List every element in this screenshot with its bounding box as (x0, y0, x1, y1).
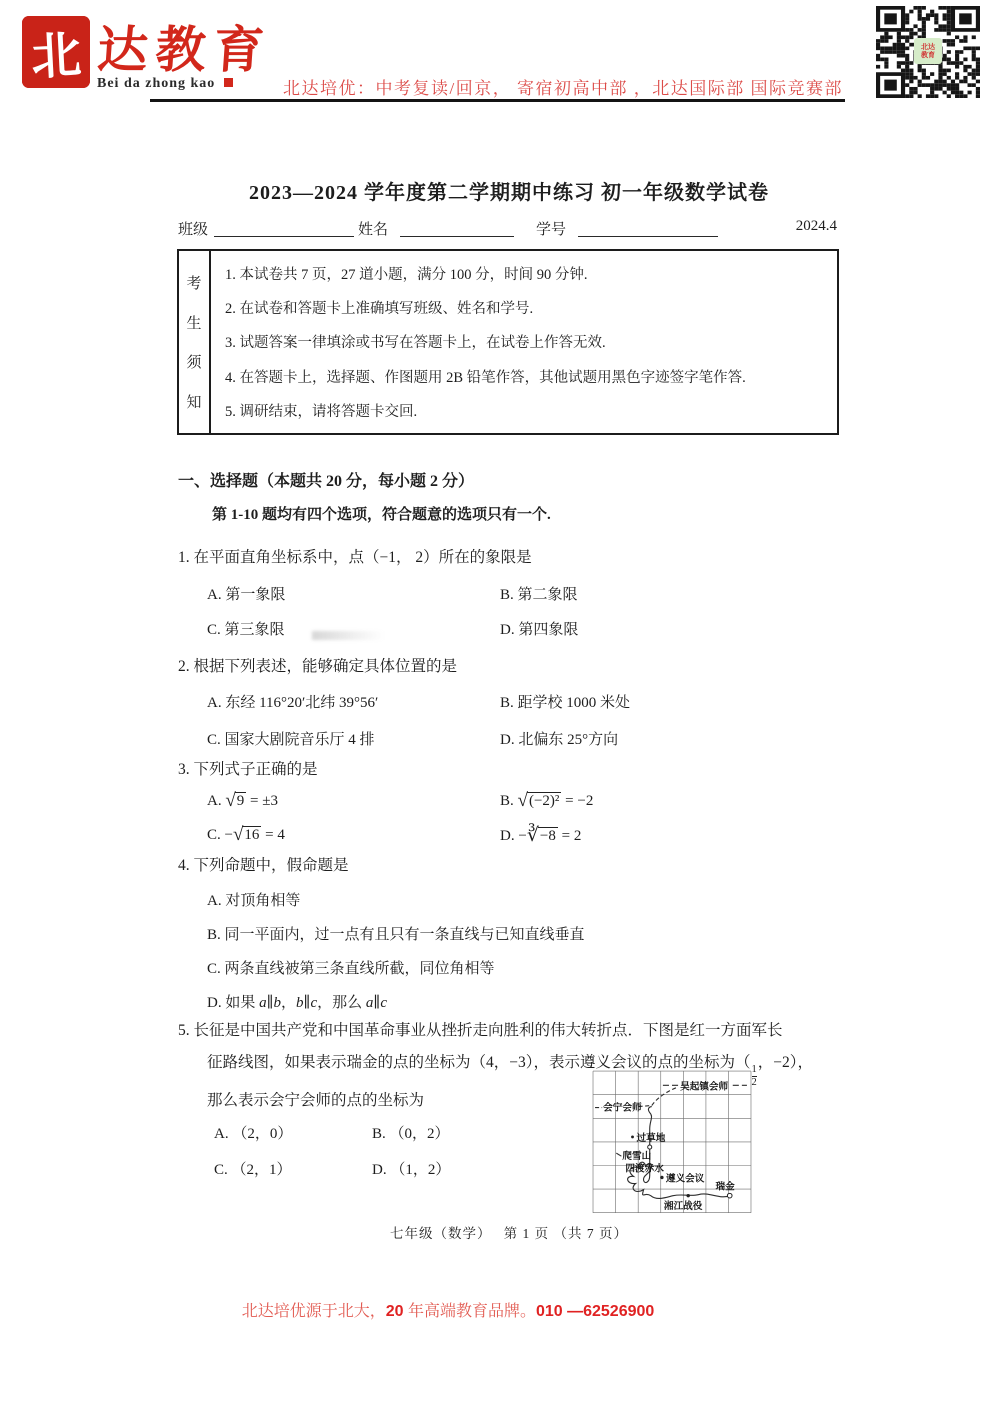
ruijin-point (727, 1193, 732, 1198)
option-2a: A. 东经 116°20′北纬 39°56′ (207, 695, 379, 711)
notice-item: 1. 本试卷共 7 页，27 道小题，满分 100 分，时间 90 分钟. (225, 266, 588, 283)
header-rule (150, 99, 845, 102)
class-label: 班级 (178, 222, 209, 238)
notice-side-label: 考 生 须 知 (179, 251, 211, 433)
radical-sign: √ (517, 790, 528, 811)
radical-sign: √ (225, 790, 236, 811)
question-5-options-row (178, 1122, 878, 1144)
option-1c: C. 第三象限 (207, 622, 285, 638)
question-3-options-row (178, 790, 878, 812)
section-heading: 一、选择题（本题共 20 分，每小题 2 分） (178, 473, 475, 490)
red-square-icon (224, 78, 233, 87)
notice-item: 3. 试题答案一律填涂或书写在答题卡上，在试卷上作答无效. (225, 335, 606, 352)
radical-sign: √ (232, 824, 244, 845)
question-3-options-row (178, 824, 878, 846)
option-5b: B. （0，2） (372, 1126, 450, 1142)
option-3d: D. −∛−8 = 2 (500, 825, 582, 846)
long-march-map (592, 1070, 752, 1214)
exam-date: 2024.4 (795, 218, 837, 234)
bottom-banner: 北达培优源于北大，20 年高端教育品牌。010 —62526900 (241, 1303, 655, 1320)
option-1a: A. 第一象限 (207, 587, 286, 603)
question-5-line2: 征路线图，如果表示瑞金的点的坐标为（4，−3），表示遵义会议的点的坐标为（ $\frac{1}{2}$ ，−2）， (207, 1054, 813, 1088)
option-5d: D. （1，2） (372, 1162, 451, 1178)
option-2b: B. 距学校 1000 米处 (500, 695, 631, 711)
question-2-options-row (178, 728, 878, 750)
question-3-stem: 3. 下列式子正确的是 (178, 761, 318, 778)
map-label-wuqizhen: 吴起镇会师 (680, 1081, 729, 1093)
notice-item: 4. 在答题卡上，选择题、作图题用 2B 铅笔作答，其他试题用黑色字迹签字笔作答. (225, 369, 746, 386)
option-3a: A. √9 = ±3 (207, 790, 278, 811)
map-label-ruijin: 瑞金 (715, 1181, 735, 1193)
header-tagline: 北达培优：中考复读/回京， 寄宿初高中部 ，北达国际部 国际竞赛部 (283, 79, 843, 98)
option-1b: B. 第二象限 (500, 587, 578, 603)
stamp-character: 北 (29, 26, 83, 86)
map-label-zunyi: 遵义会议 (665, 1173, 705, 1185)
map-label-guocaodi: 过草地 (636, 1132, 666, 1144)
id-label: 学号 (536, 222, 567, 238)
guocaodi-dot (631, 1136, 634, 1139)
brand-stamp-logo (22, 16, 90, 88)
question-5-options-row (178, 1158, 878, 1180)
notice-item: 2. 在试卷和答题卡上准确填写班级、姓名和学号. (225, 301, 534, 318)
option-5a: A. （2，0） (214, 1126, 293, 1142)
brand-romanized: Bei da zhong kao (97, 76, 233, 92)
option-4a: A. 对顶角相等 (207, 893, 301, 909)
option-1d: D. 第四象限 (500, 622, 579, 638)
map-label-paxueshan: 爬雪山 (622, 1151, 652, 1163)
option-2c: C. 国家大剧院音乐厅 4 排 (207, 732, 375, 748)
name-blank (400, 220, 514, 237)
question-5-line3: 那么表示会宁会师的点的坐标为 (207, 1092, 425, 1109)
xiangjiang-point (686, 1194, 689, 1197)
option-4b: B. 同一平面内，过一点有且只有一条直线与已知直线垂直 (207, 927, 585, 943)
qr-center-label: 北达 教育 (914, 38, 942, 64)
candidate-notice-box (177, 249, 839, 435)
notice-items (211, 251, 837, 433)
pencil-smudge (312, 631, 384, 640)
option-4d: D. 如果 a∥b，b∥c，那么 a∥c (207, 995, 387, 1011)
option-2d: D. 北偏东 25°方向 (500, 732, 619, 748)
map-label-xiangjiang: 湘江战役 (663, 1200, 703, 1212)
section-subheading: 第 1-10 题均有四个选项，符合题意的选项只有一个. (212, 507, 551, 523)
question-1-options-row (178, 618, 878, 640)
student-info-row (178, 218, 840, 242)
fraction-one-half: $\frac{1}{2}$ (751, 1064, 757, 1088)
exam-title: 2023—2024 学年度第二学期期中练习 初一年级数学试卷 (249, 182, 769, 204)
question-2-stem: 2. 根据下列表述，能够确定具体位置的是 (178, 658, 458, 675)
option-3c: C. −√16 = 4 (207, 824, 285, 845)
brand-name: 达教育 (95, 22, 274, 78)
guocaodi-point (648, 1145, 652, 1149)
radical-sign: ∛ (526, 825, 539, 846)
map-label-sidu: 四渡赤水 (625, 1163, 664, 1175)
option-5c: C. （2，1） (214, 1162, 292, 1178)
map-label-huining: 会宁会师 (603, 1102, 642, 1114)
class-blank (214, 220, 354, 237)
question-4-stem: 4. 下列命题中，假命题是 (178, 857, 349, 874)
notice-item: 5. 调研结束，请将答题卡交回. (225, 404, 418, 421)
id-blank (578, 220, 718, 237)
question-1-stem: 1. 在平面直角坐标系中，点（−1， 2）所在的象限是 (178, 549, 532, 566)
option-3b: B. √(−2)² = −2 (500, 790, 594, 811)
name-label: 姓名 (358, 222, 389, 238)
question-2-options-row (178, 691, 878, 713)
page-footer: 七年级（数学） 第 1 页 （共 7 页） (390, 1226, 628, 1241)
option-4c: C. 两条直线被第三条直线所截，同位角相等 (207, 961, 495, 977)
question-1-options-row (178, 583, 878, 605)
zunyi-point (660, 1176, 663, 1179)
question-5-line1: 5. 长征是中国共产党和中国革命事业从挫折走向胜利的伟大转折点．下图是红一方面军长 (178, 1022, 783, 1039)
